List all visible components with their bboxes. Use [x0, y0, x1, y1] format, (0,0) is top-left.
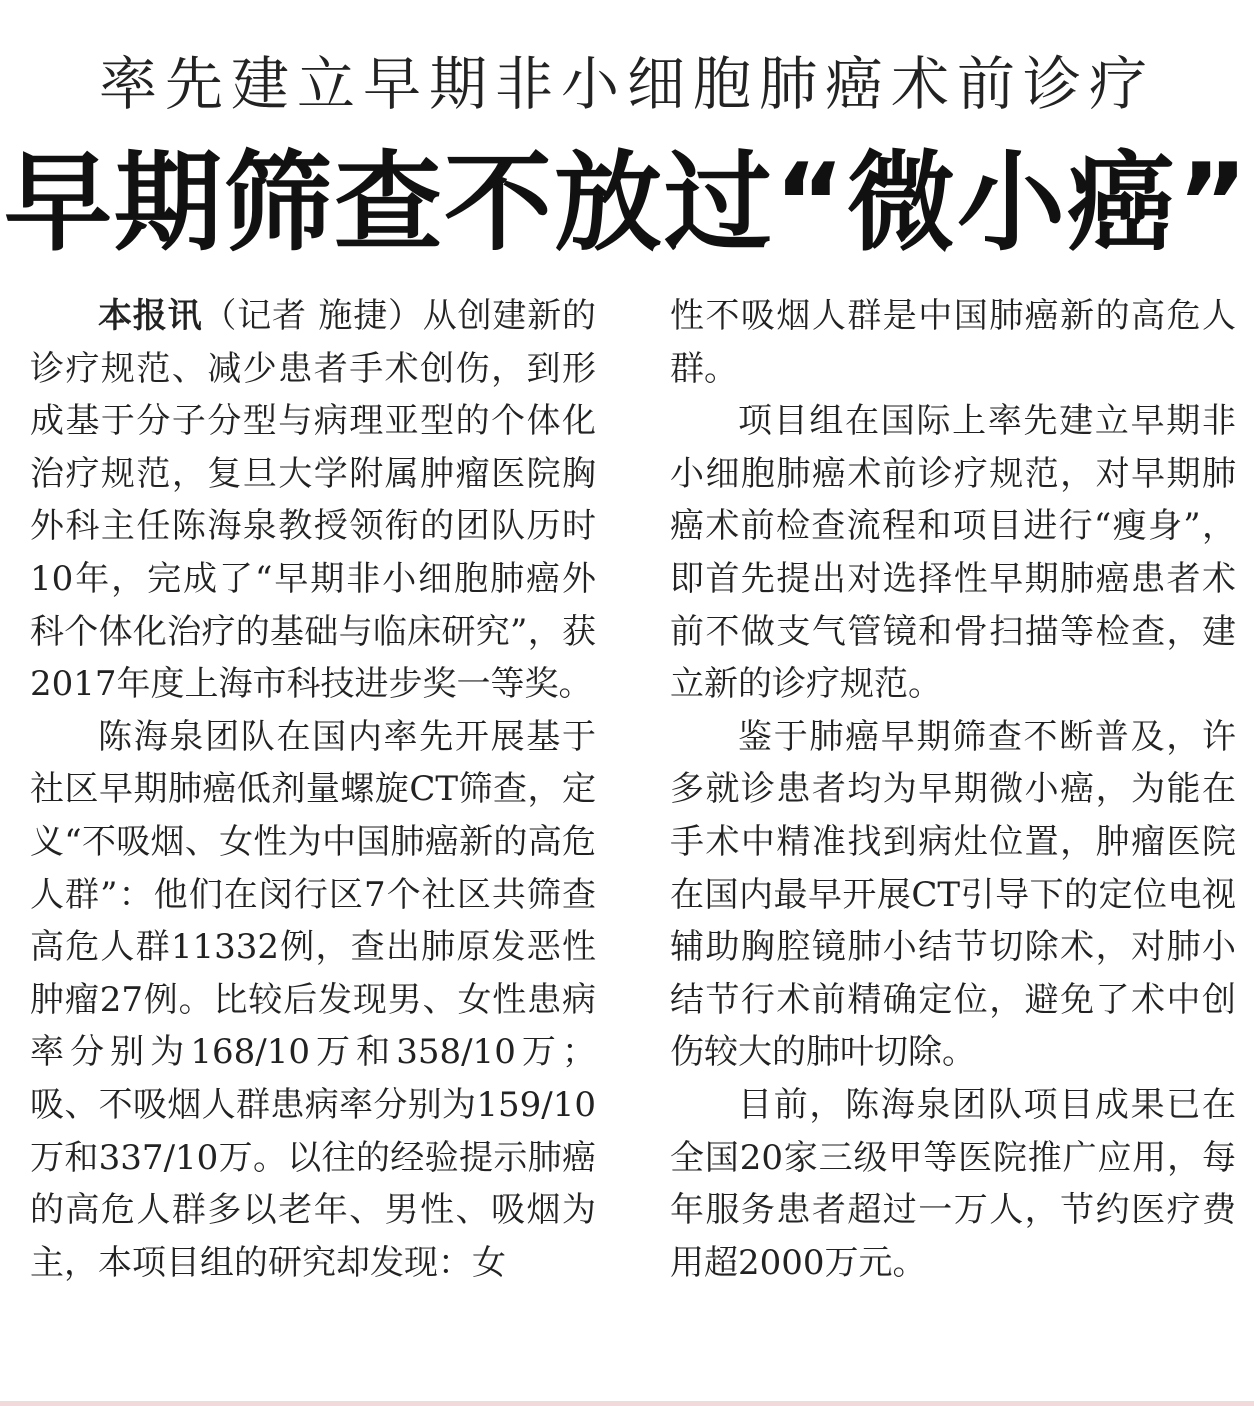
- paragraph-1-text: （记者 施捷）从创建新的诊疗规范、减少患者手术创伤，到形成基于分子分型与病理亚型的个体化治疗规范，复旦大学附属肿瘤医院胸外科主任陈海泉教授领衔的团队历时10年，完成了“早期非小细胞肺癌外科个体化治疗的基础与临床研究”，获2017年度上海市科技进步奖一等奖。: [30, 296, 597, 705]
- article-paragraph-5: 目前，陈海泉团队项目成果已在全国20家三级甲等医院推广应用，每年服务患者超过一万人，节约医疗费用超2000万元。: [670, 1084, 1236, 1283]
- article-paragraph-4: 鉴于肺癌早期筛查不断普及，许多就诊患者均为早期微小癌，为能在手术中精准找到病灶位置，肿瘤医院在国内最早开展CT引导下的定位电视辅助胸腔镜肺小结节切除术，对肺小结节行术前精确定位，避免了术中创伤较大的肺叶切除。: [670, 716, 1236, 1073]
- article-paragraph-2: 陈海泉团队在国内率先开展基于社区早期肺癌低剂量螺旋CT筛查，定义“不吸烟、女性为中国肺癌新的高危人群”：他们在闵行区7个社区共筛查高危人群11332例，查出肺原发恶性肿瘤27例。比较后发现男、女性患病率分别为168/10万和358/10万；吸、不吸烟人群患病率分别为159/10万和337/10万。以往的经验提示肺癌的高危人群多以老年、男性、吸烟为主，本项目组的研究却发现：女: [30, 716, 596, 1283]
- article-paragraph-2-continued: 性不吸烟人群是中国肺癌新的高危人群。: [670, 296, 1236, 389]
- bottom-edge-rule: [0, 1401, 1254, 1406]
- article-column-left: [30, 290, 596, 1289]
- article-headline: 早期筛查不放过“微小癌”: [4, 141, 1250, 266]
- article-paragraph-1: [30, 290, 596, 711]
- article-paragraph-3: 项目组在国际上率先建立早期非小细胞肺癌术前诊疗规范，对早期肺癌术前检查流程和项目进行“瘦身”，即首先提出对选择性早期肺癌患者术前不做支气管镜和骨扫描等检查，建立新的诊疗规范。: [670, 401, 1236, 705]
- article-column-right: [670, 290, 1236, 1289]
- article-kicker: 率先建立早期非小细胞肺癌术前诊疗: [98, 50, 1155, 118]
- dateline-label: 本报讯: [98, 296, 203, 336]
